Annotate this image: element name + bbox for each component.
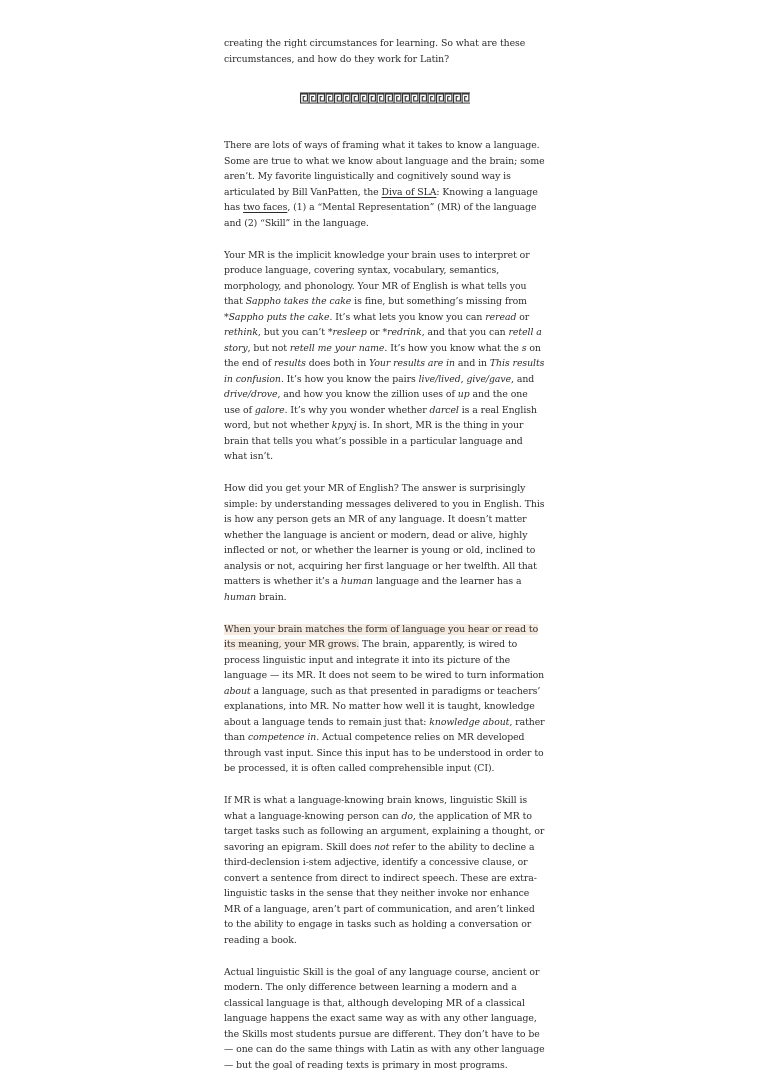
paragraph-acquisition: How did you get your MR of English? The answer is surprisingly simple: by understanding messages delivered to you in English. This is how any person gets an MR of any language. It doesn’t matter whether the language is ancient or modern, dead or alive, highly inflected or not, or whether the learner is young or old, inclined to analysis or not, acquiring her first language or her twelfth. All that matters is whether it’s a human language and the learner has a human brain. — [224, 483, 545, 603]
diva-of-sla-link[interactable]: Diva of SLA — [381, 186, 437, 198]
section-divider — [224, 81, 546, 113]
paragraph-framing: There are lots of ways of framing what it takes to know a language. Some are true to what we know about language and the brain; some aren’t. My favorite linguistically and cognitively sound way is articulated by Bill VanPatten, the Diva of SLA: Knowing a language has two faces, (1) a “Mental Representation” (MR) of the language and (2) “Skill” in the language. — [224, 140, 545, 229]
paragraph-linguistic-skill-goal: Actual linguistic Skill is the goal of any language course, ancient or modern. The only difference between learning a modern and a classical language is that, although developing MR of a classical language happens the exact same way as with any other language, the Skills most students pursue are different. They don’t have to be — one can do the same things with Latin as with any other language — but the goal of reading texts is primary in most programs. — [224, 966, 545, 1071]
intro-paragraph: creating the right circumstances for learning. So what are these circumstances, and how do they work for Latin? — [224, 38, 526, 65]
two-faces-link[interactable]: two faces — [243, 202, 288, 213]
greek-key-ornament-icon — [300, 92, 470, 104]
paragraph-comprehensible-input: When your brain matches the form of language you hear or read to its meaning, your MR grows. The brain, apparently, is wired to process linguistic input and integrate it into its picture of the language — its MR. It does not seem to be wired to turn information about a language, such as that presented in paradigms or teachers’ explanations, into MR. No matter how well it is taught, knowledge about a language tends to remain just that: knowledge about, rather than competence in. Actual competence relies on MR developed through vast input. Since this input has to be understood in order to be processed, it is often called comprehensible input (CI). — [224, 623, 545, 774]
highlighted-sentence: When your brain matches the form of language you hear or read to its meaning, your MR grows. — [224, 623, 539, 650]
article-body — [224, 36, 546, 1090]
paragraph-mental-representation: Your MR is the implicit knowledge your brain uses to interpret or produce language, covering syntax, vocabulary, semantics, morphology, and phonology. Your MR of English is what tells you that Sappho takes the cake is fine, but something’s missing from *Sappho puts the cake. It’s what lets you know you can reread or rethink, but you can’t *resleep or *redrink, and that you can retell a story, but not retell me your name. It’s how you know what the s on the end of results does both in Your results are in and in This results in confusion. It’s how you know the pairs live/lived, give/gave, and drive/drove, and how you know the zillion uses of up and the one use of galore. It’s why you wonder whether darcel is a real English word, but not whether kpyxj is. In short, MR is the thing in your brain that tells you what’s possible in a particular language and what isn’t. — [224, 249, 545, 462]
paragraph-skill: If MR is what a language-knowing brain knows, linguistic Skill is what a language-knowing person can do, the application of MR to target tasks such as following an argument, explaining a thought, or savoring an epigram. Skill does not refer to the ability to decline a third-declension i-stem adjective, identify a concessive clause, or convert a sentence from direct to indirect speech. These are extra-linguistic tasks in the sense that they neither invoke nor enhance MR of a language, aren’t part of communication, and aren’t linked to the ability to engage in tasks such as holding a conversation or reading a book. — [224, 795, 545, 946]
